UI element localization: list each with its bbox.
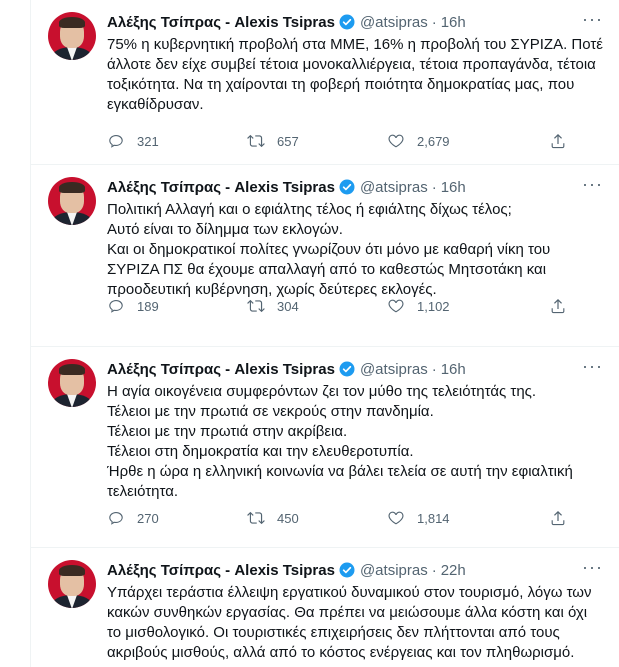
reply-count: 321 — [137, 133, 159, 149]
verified-badge-icon — [338, 360, 356, 378]
author-handle[interactable]: @atsipras — [359, 178, 428, 196]
tweet-actions — [107, 509, 567, 527]
retweet-count: 304 — [277, 298, 299, 314]
verified-badge-icon — [338, 13, 356, 31]
author-handle[interactable]: @atsipras — [359, 13, 428, 31]
avatar[interactable] — [48, 177, 96, 225]
reply-icon — [107, 509, 125, 527]
retweet-icon — [247, 509, 265, 527]
more-icon[interactable]: ··· — [582, 356, 603, 376]
avatar[interactable] — [48, 560, 96, 608]
author-name[interactable]: Αλέξης Τσίπρας - Alexis Tsipras — [107, 360, 335, 378]
retweet-button[interactable] — [247, 132, 387, 150]
tweet-actions — [107, 132, 567, 150]
more-icon[interactable]: ··· — [582, 557, 603, 577]
retweet-button[interactable] — [247, 509, 387, 527]
like-count: 1,102 — [417, 298, 450, 314]
like-button[interactable] — [387, 297, 527, 315]
author-name[interactable]: Αλέξης Τσίπρας - Alexis Tsipras — [107, 13, 335, 31]
author-handle[interactable]: @atsipras — [359, 360, 428, 378]
reply-icon — [107, 132, 125, 150]
tweet-actions — [107, 297, 567, 315]
retweet-count: 657 — [277, 133, 299, 149]
avatar[interactable] — [48, 12, 96, 60]
reply-button[interactable] — [107, 132, 247, 150]
avatar[interactable] — [48, 359, 96, 407]
separator-dot: · — [431, 13, 437, 31]
verified-badge-icon — [338, 561, 356, 579]
like-button[interactable] — [387, 132, 527, 150]
like-button[interactable] — [387, 509, 527, 527]
timeline-feed — [30, 0, 619, 667]
tweet-time[interactable]: 22h — [440, 561, 466, 579]
retweet-icon — [247, 297, 265, 315]
tweet-text: Πολιτική Αλλαγή και ο εφιάλτης τέλος ή εφιάλτης δίχως τέλος; Αυτό είναι το δίλημμα των εκλογών. Και οι δημοκρατικοί πολίτες γνωρίζουν ότι μόνο με καθαρή νίκη του ΣΥΡΙΖΑ ΠΣ θα έχουμε απαλλαγή από το καθεστώς Μητσοτάκη και προοδευτική κυβέρνηση, χωρίς δεύτερες εκλογές. — [107, 201, 551, 298]
tweet[interactable] — [31, 0, 619, 165]
tweet-header — [107, 9, 603, 32]
reply-count: 270 — [137, 510, 159, 526]
heart-icon — [387, 132, 405, 150]
author-name[interactable]: Αλέξης Τσίπρας - Alexis Tsipras — [107, 561, 335, 579]
share-icon — [549, 509, 567, 527]
reply-button[interactable] — [107, 509, 247, 527]
like-count: 2,679 — [417, 133, 450, 149]
heart-icon — [387, 509, 405, 527]
tweet-text: 75% η κυβερνητική προβολή στα ΜΜΕ, 16% η προβολή του ΣΥΡΙΖΑ. Ποτέ άλλοτε δεν είχε συμβεί τέτοια μονοκαλλιέργεια, τέτοια προπαγάνδα, τέτοια τοξικότητα. Να τη χαίρονται τη φοβερή ποιότητα δημοκρατίας μας, που εγκαθίδρυσαν. — [107, 36, 603, 113]
separator-dot: · — [431, 360, 437, 378]
like-count: 1,814 — [417, 510, 450, 526]
heart-icon — [387, 297, 405, 315]
tweet[interactable] — [31, 165, 619, 347]
tweet-header — [107, 174, 603, 197]
tweet-header — [107, 557, 603, 580]
tweet[interactable] — [31, 347, 619, 548]
tweet[interactable] — [31, 548, 619, 667]
share-icon — [549, 297, 567, 315]
verified-badge-icon — [338, 178, 356, 196]
more-icon[interactable]: ··· — [582, 9, 603, 29]
author-handle[interactable]: @atsipras — [359, 561, 428, 579]
tweet-text: Υπάρχει τεράστια έλλειψη εργατικού δυναμικού στον τουρισμό, λόγω των κακών συνθηκών εργασίας. Θα πρέπει να μειώσουμε άλλα κόστη και όχι το μισθολογικό. Οι τουριστικές επιχειρήσεις δεν πλήττονται από τους ακριβούς μισθούς, αλλά από το κόστος ενέργειας και τον πληθωρισμό. — [107, 584, 592, 661]
more-icon[interactable]: ··· — [582, 174, 603, 194]
retweet-count: 450 — [277, 510, 299, 526]
share-button[interactable] — [549, 297, 567, 315]
share-button[interactable] — [549, 509, 567, 527]
reply-icon — [107, 297, 125, 315]
retweet-button[interactable] — [247, 297, 387, 315]
tweet-header — [107, 356, 603, 379]
author-name[interactable]: Αλέξης Τσίπρας - Alexis Tsipras — [107, 178, 335, 196]
separator-dot: · — [431, 561, 437, 579]
retweet-icon — [247, 132, 265, 150]
tweet-time[interactable]: 16h — [440, 178, 466, 196]
tweet-time[interactable]: 16h — [440, 13, 466, 31]
separator-dot: · — [431, 178, 437, 196]
reply-button[interactable] — [107, 297, 247, 315]
tweet-time[interactable]: 16h — [440, 360, 466, 378]
share-icon — [549, 132, 567, 150]
reply-count: 189 — [137, 298, 159, 314]
share-button[interactable] — [549, 132, 567, 150]
tweet-text: Η αγία οικογένεια συμφερόντων ζει τον μύθο της τελειότητάς της. Τέλειοι με την πρωτιά σε νεκρούς στην πανδημία. Τέλειοι με την πρωτιά στην ακρίβεια. Τέλειοι στη δημοκρατία και την ελευθεροτυπία. Ήρθε η ώρα η ελληνική κοινωνία να βάλει τελεία σε αυτή την εφιαλτική τελειότητα. — [107, 383, 573, 500]
